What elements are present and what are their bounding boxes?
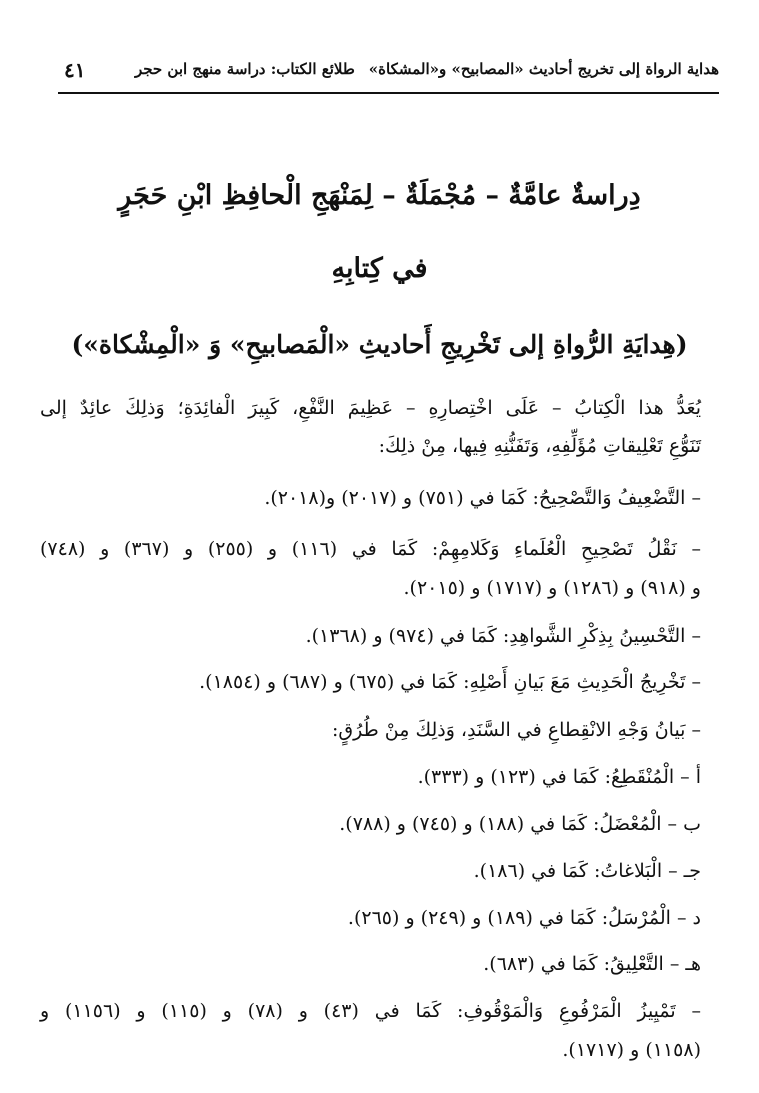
sub-list-item: هـ – التَّعْلِيقُ: كَمَا في (٦٨٣). xyxy=(483,953,701,975)
paragraph-line: تَنَوُّعِ تَعْلِيقاتِ مُؤَلِّفِهِ، وَتَفَنُّنِهِ فِيها، مِنْ ذلِكَ: xyxy=(378,435,701,457)
page-number: ٤١ xyxy=(64,58,86,82)
sub-list-item: جـ – الْبَلاغاتُ: كَمَا في (١٨٦). xyxy=(473,860,701,882)
paragraph-line: يُعَدُّ هذا الْكِتابُ – عَلَى اخْتِصارِهِ – عَظِيمَ النَّفْعِ، كَبِيرَ الْفائِدَةِ؛ وَذلِكَ عائِدٌ إلى xyxy=(40,397,701,419)
sub-list-item: ب – الْمُعْضَلُ: كَمَا في (١٨٨) و (٧٤٥) و (٧٨٨). xyxy=(339,813,701,835)
list-item: – التَّضْعِيفُ وَالتَّصْحِيحُ: كَمَا في (٧٥١) و (٢٠١٧) و(٢٠١٨). xyxy=(264,487,701,509)
list-item: – تَخْرِيجُ الْحَدِيثِ مَعَ بَيانِ أَصْلِهِ: كَمَا في (٦٧٥) و (٦٨٧) و (١٨٥٤). xyxy=(199,671,701,693)
running-head xyxy=(58,58,719,94)
list-item-continuation: و (٩١٨) و (١٢٨٦) و (١٧١٧) و (٢٠١٥). xyxy=(403,577,701,599)
running-head-text xyxy=(121,60,719,78)
list-item: – نَقْلُ تَصْحِيحِ الْعُلَماءِ وَكَلامِهِمْ: كَمَا في (١١٦) و (٢٥٥) و (٣٦٧) و (٧٤٨) xyxy=(40,538,701,560)
sub-list-item: د – الْمُرْسَلُ: كَمَا في (١٨٩) و (٢٤٩) و (٢٦٥). xyxy=(347,907,701,929)
book-title: هداية الرواة إلى تخريج أحاديث «المصابيح» و«المشكاة» xyxy=(368,60,719,78)
sub-title: في كِتابِهِ xyxy=(331,253,428,284)
list-item-continuation: (١١٥٨) و (١٧١٧). xyxy=(562,1039,701,1061)
list-item: – التَّحْسِينُ بِذِكْرِ الشَّواهِدِ: كَمَا في (٩٧٤) و (١٣٦٨). xyxy=(305,625,701,647)
book-name-title: (هِدايَةِ الرُّواةِ إلى تَخْرِيجِ أَحاديثِ «الْمَصابيحِ» وَ «الْمِشْكاة») xyxy=(71,330,688,359)
section-title: طلائع الكتاب: دراسة منهج ابن حجر xyxy=(134,60,355,78)
main-title: دِراسةٌ عامَّةٌ – مُجْمَلَةٌ – لِمَنْهَجِ الْحافِظِ ابْنِ حَجَرٍ xyxy=(118,180,641,211)
sub-list-item: أ – الْمُنْقَطِعُ: كَمَا في (١٢٣) و (٣٣٣). xyxy=(417,766,701,788)
list-item: – بَيانُ وَجْهِ الانْقِطاعِ في السَّنَدِ، وَذلِكَ مِنْ طُرُقٍ: xyxy=(331,719,701,741)
list-item: – تَمْيِيزُ الْمَرْفُوعِ وَالْمَوْقُوفِ: كَمَا في (٤٣) و (٧٨) و (١١٥) و (١١٥٦) و xyxy=(40,1000,701,1022)
